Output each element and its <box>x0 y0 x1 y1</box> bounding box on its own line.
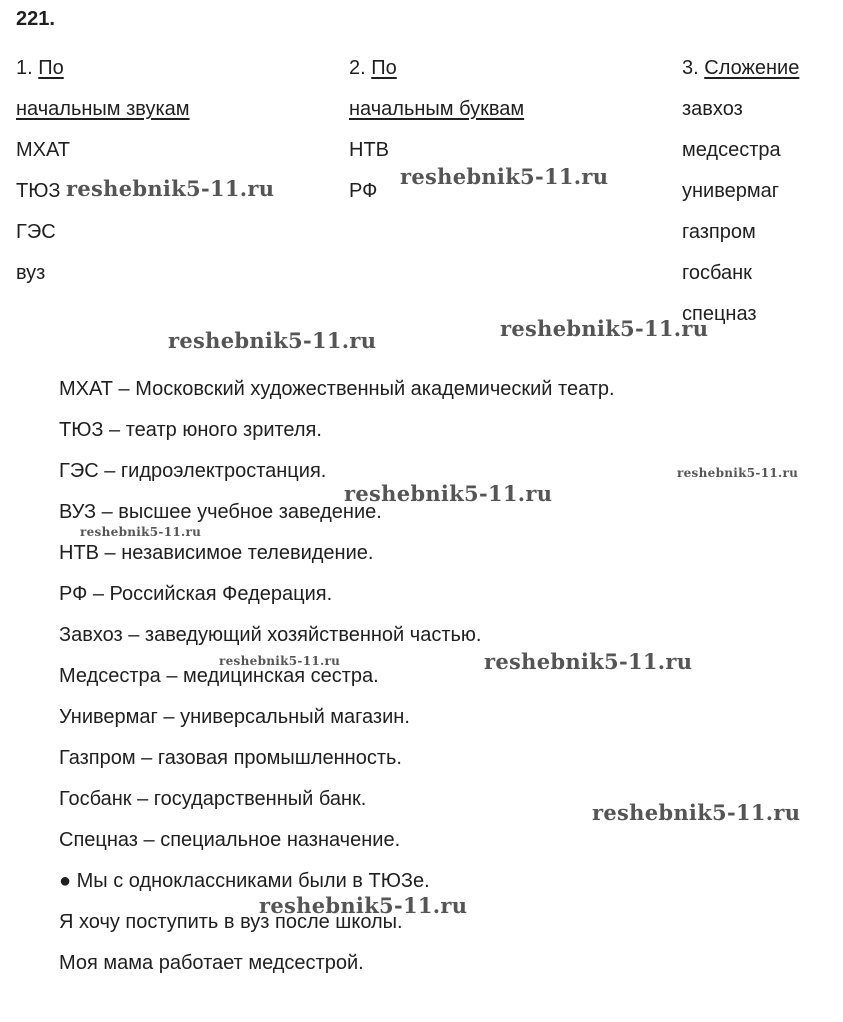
watermark: reshebnik5-11.ru <box>677 466 799 480</box>
example-sentence: Я хочу поступить в вуз после школы. <box>59 911 403 933</box>
list-item: спецназ <box>682 303 757 325</box>
definition-line: Медсестра – медицинская сестра. <box>59 665 379 687</box>
list-item: вуз <box>16 262 46 284</box>
list-item: ТЮЗ <box>16 180 61 202</box>
definition-line: НТВ – независимое телевидение. <box>59 542 374 564</box>
definition-line: Универмаг – универсальный магазин. <box>59 706 410 728</box>
list-item: госбанк <box>682 262 752 284</box>
watermark: reshebnik5-11.ru <box>80 525 202 539</box>
example-sentence: ● Мы с одноклассниками были в ТЮЗе. <box>59 870 430 892</box>
watermark: reshebnik5-11.ru <box>219 654 341 668</box>
definition-line: ТЮЗ – театр юного зрителя. <box>59 419 322 441</box>
list-item: завхоз <box>682 98 743 120</box>
list-item: НТВ <box>349 139 389 161</box>
watermark: reshebnik5-11.ru <box>400 164 609 189</box>
list-item: ГЭС <box>16 221 56 243</box>
list-item: МХАТ <box>16 139 70 161</box>
definition-line: РФ – Российская Федерация. <box>59 583 333 605</box>
watermark: reshebnik5-11.ru <box>344 481 553 506</box>
column-compound <box>682 48 799 335</box>
list-item: универмаг <box>682 180 780 202</box>
list-item: медсестра <box>682 139 781 161</box>
watermark: reshebnik5-11.ru <box>66 176 275 201</box>
column-heading: 1. По <box>16 57 64 79</box>
watermark: reshebnik5-11.ru <box>592 800 801 825</box>
task-number: 221. <box>16 8 55 30</box>
watermark: reshebnik5-11.ru <box>168 328 377 353</box>
example-sentence: Моя мама работает медсестрой. <box>59 952 364 974</box>
watermark: reshebnik5-11.ru <box>484 649 693 674</box>
list-item: газпром <box>682 221 756 243</box>
definition-line: Газпром – газовая промышленность. <box>59 747 402 769</box>
watermark: reshebnik5-11.ru <box>500 316 709 341</box>
definition-line: Госбанк – государственный банк. <box>59 788 367 810</box>
column-heading-continued: начальным звукам <box>16 98 190 120</box>
column-initial-sounds <box>16 48 190 294</box>
list-item: РФ <box>349 180 378 202</box>
column-heading-continued: начальным буквам <box>349 98 525 120</box>
definition-line: МХАТ – Московский художественный академический театр. <box>59 378 615 400</box>
definition-line: Спецназ – специальное назначение. <box>59 829 401 851</box>
definition-line: ГЭС – гидроэлектростанция. <box>59 460 327 482</box>
definition-line: Завхоз – заведующий хозяйственной частью. <box>59 624 482 646</box>
column-heading: 2. По <box>349 57 397 79</box>
column-heading: 3. Сложение <box>682 57 800 79</box>
watermark: reshebnik5-11.ru <box>259 893 468 918</box>
definition-line: ВУЗ – высшее учебное заведение. <box>59 501 382 523</box>
definitions-list <box>59 369 615 984</box>
